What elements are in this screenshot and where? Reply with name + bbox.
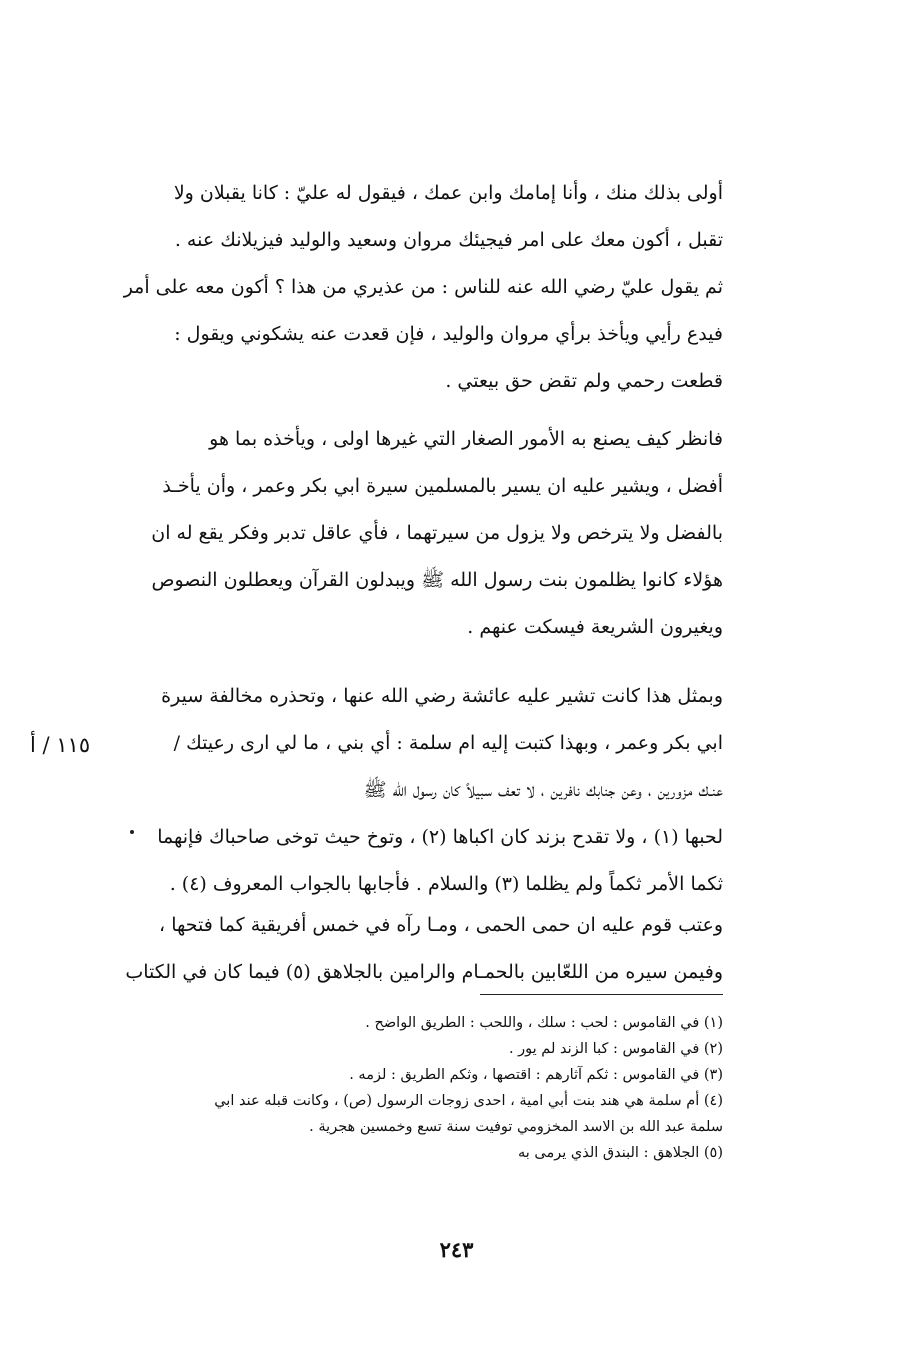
- text-line: ابي بكر وعمر ، وبهذا كتبت إليه ام سلمة : أي بني ، ما لي ارى رعيتك /: [173, 732, 723, 754]
- text-line: وفيمن سيره من اللعّابين بالحمـام والرامين بالجلاهق (٥) فيما كان في الكتاب: [125, 961, 723, 983]
- text-line: بالفضل ولا يترخص ولا يزول من سيرتهما ، فأي عاقل تدبر وفكر يقع له ان: [151, 522, 723, 544]
- footnote-line: (٣) في القاموس : ثكم آثارهم : اقتصها ، وثكم الطريق : لزمه .: [349, 1067, 723, 1083]
- text-line: وعتب قوم عليه ان حمى الحمى ، ومـا رآه في خمس أفريقية كما فتحها ،: [159, 914, 723, 936]
- margin-dot: [130, 830, 134, 834]
- text-line: تقبل ، أكون معك على امر فيجيئك مروان وسعيد والوليد فيزيلانك عنه .: [174, 229, 723, 251]
- text-line: أولى بذلك منك ، وأنا إمامك وابن عمك ، فيقول له عليّ : كانا يقبلان ولا: [173, 182, 723, 204]
- footnote-line: (٢) في القاموس : كبا الزند لم يور .: [508, 1041, 723, 1057]
- text-line: وبمثل هذا كانت تشير عليه عائشة رضي الله عنها ، وتحذره مخالفة سيرة: [161, 685, 723, 707]
- text-line: عنـك مزورين ، وعن جنابك نافرين ، لا تعف سبيلاً كان رسول الله ﷺ: [363, 779, 723, 801]
- text-line: فيدع رأيي ويأخذ برأي مروان والوليد ، فإن قعدت عنه يشكوني ويقول :: [174, 323, 723, 345]
- text-line: ثم يقول عليّ رضي الله عنه للناس : من عذيري من هذا ؟ أكون معه على أمر: [123, 276, 723, 298]
- text-line: ثكما الأمر ثكماً ولم يظلما (٣) والسلام . فأجابها بالجواب المعروف (٤) .: [169, 873, 723, 895]
- text-line: ويغيرون الشريعة فيسكت عنهم .: [467, 616, 723, 638]
- paragraph-4: [125, 912, 723, 1006]
- paragraph-3: [157, 683, 723, 918]
- paragraph-2: [151, 426, 723, 661]
- text-line: قطعت رحمي ولم تقض حق بيعتي .: [445, 370, 723, 392]
- footnote-separator: [480, 994, 723, 995]
- text-line: فانظر كيف يصنع به الأمور الصغار التي غيرها اولى ، ويأخذه بما هو: [209, 428, 723, 450]
- text-line: أفضل ، ويشير عليه ان يسير بالمسلمين سيرة ابي بكر وعمر ، وأن يأخـذ: [162, 475, 723, 497]
- page-number: ٢٤٣: [439, 1237, 474, 1262]
- paragraph-1: [123, 180, 723, 415]
- footnote-line: (١) في القاموس : لحب : سلك ، واللحب : الطريق الواضح .: [365, 1015, 723, 1031]
- text-line: هؤلاء كانوا يظلمون بنت رسول الله ﷺ ويبدلون القرآن ويعطلون النصوص: [151, 569, 723, 591]
- text-line: لحبها (١) ، ولا تقدح بزند كان اكباها (٢) ، وتوخ حيث توخى صاحباك فإنهما: [157, 826, 723, 848]
- footnote-line: (٤) أم سلمة هي هند بنت أبي امية ، احدى زوجات الرسول (ص) ، وكانت قبله عند ابي: [214, 1093, 723, 1109]
- footnotes: [183, 1013, 723, 1169]
- margin-folio-note: ١١٥ / أ: [30, 733, 91, 757]
- footnote-line: (٥) الجلاهق : البندق الذي يرمى به: [517, 1145, 723, 1161]
- footnote-line: سلمة عبد الله بن الاسد المخزومي توفيت سنة تسع وخمسين هجرية .: [309, 1119, 723, 1135]
